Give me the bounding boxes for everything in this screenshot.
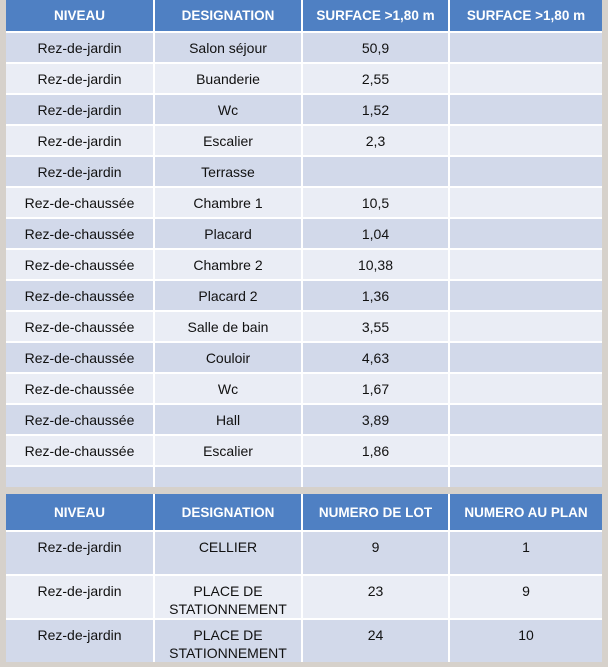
table-row xyxy=(6,619,602,662)
cell-surface: 1,36 xyxy=(302,280,449,311)
cell-niveau: Rez-de-chaussée xyxy=(6,218,154,249)
cell-surface: 3,55 xyxy=(302,311,449,342)
surfaces-table-panel xyxy=(6,0,602,476)
cell-empty xyxy=(6,466,154,487)
cell-niveau: Rez-de-jardin xyxy=(6,63,154,94)
column-header-designation: DESIGNATION xyxy=(154,0,302,32)
table-row xyxy=(6,249,602,280)
cell-surface-2 xyxy=(449,125,602,156)
table-row xyxy=(6,435,602,466)
table-row xyxy=(6,156,602,187)
cell-empty xyxy=(302,466,449,487)
cell-niveau: Rez-de-jardin xyxy=(6,125,154,156)
cell-surface-2 xyxy=(449,187,602,218)
cell-surface: 1,52 xyxy=(302,94,449,125)
cell-surface: 10,38 xyxy=(302,249,449,280)
cell-surface: 50,9 xyxy=(302,32,449,63)
cell-surface-2 xyxy=(449,94,602,125)
cell-designation: Placard xyxy=(154,218,302,249)
cell-surface-2 xyxy=(449,280,602,311)
cell-designation: Escalier xyxy=(154,125,302,156)
cell-designation: Wc xyxy=(154,94,302,125)
cell-numero-au-plan: 1 xyxy=(449,531,602,575)
cell-surface-2 xyxy=(449,63,602,94)
table-row xyxy=(6,32,602,63)
cell-surface-2 xyxy=(449,156,602,187)
cell-empty xyxy=(449,466,602,487)
cell-niveau: Rez-de-jardin xyxy=(6,32,154,63)
cell-designation: Placard 2 xyxy=(154,280,302,311)
cell-numero-au-plan: 10 xyxy=(449,619,602,662)
cell-designation: CELLIER xyxy=(154,531,302,575)
surfaces-table xyxy=(6,0,602,487)
cell-designation: Hall xyxy=(154,404,302,435)
cell-surface: 1,86 xyxy=(302,435,449,466)
cell-surface-2 xyxy=(449,435,602,466)
cell-designation: Buanderie xyxy=(154,63,302,94)
cell-surface: 2,3 xyxy=(302,125,449,156)
cell-surface: 10,5 xyxy=(302,187,449,218)
table-row xyxy=(6,280,602,311)
table-header-row xyxy=(6,0,602,32)
cell-designation: PLACE DE STATIONNEMENT xyxy=(154,619,302,662)
table-row xyxy=(6,311,602,342)
cell-surface-2 xyxy=(449,218,602,249)
cell-surface-2 xyxy=(449,249,602,280)
table-row xyxy=(6,125,602,156)
cell-numero-de-lot: 9 xyxy=(302,531,449,575)
cell-surface-2 xyxy=(449,32,602,63)
column-header-surface: SURFACE >1,80 m xyxy=(302,0,449,32)
cell-surface-2 xyxy=(449,311,602,342)
column-header-niveau: NIVEAU xyxy=(6,0,154,32)
cell-niveau: Rez-de-jardin xyxy=(6,94,154,125)
table-row xyxy=(6,342,602,373)
table-row xyxy=(6,187,602,218)
lots-table-panel xyxy=(6,494,602,662)
cell-numero-de-lot: 23 xyxy=(302,575,449,619)
cell-surface-2 xyxy=(449,373,602,404)
cell-designation: Couloir xyxy=(154,342,302,373)
cell-niveau: Rez-de-chaussée xyxy=(6,404,154,435)
cell-numero-au-plan: 9 xyxy=(449,575,602,619)
cell-designation: PLACE DE STATIONNEMENT xyxy=(154,575,302,619)
cell-niveau: Rez-de-chaussée xyxy=(6,280,154,311)
table-row xyxy=(6,63,602,94)
cell-designation: Terrasse xyxy=(154,156,302,187)
cell-designation: Salon séjour xyxy=(154,32,302,63)
cell-niveau: Rez-de-chaussée xyxy=(6,249,154,280)
cell-niveau: Rez-de-jardin xyxy=(6,156,154,187)
cell-niveau: Rez-de-jardin xyxy=(6,575,154,619)
cell-niveau: Rez-de-jardin xyxy=(6,531,154,575)
column-header-niveau: NIVEAU xyxy=(6,494,154,531)
cell-designation: Wc xyxy=(154,373,302,404)
column-header-numero-au-plan: NUMERO AU PLAN xyxy=(449,494,602,531)
column-header-designation: DESIGNATION xyxy=(154,494,302,531)
cell-surface: 1,67 xyxy=(302,373,449,404)
cell-surface: 1,04 xyxy=(302,218,449,249)
column-header-numero-de-lot: NUMERO DE LOT xyxy=(302,494,449,531)
cell-surface: 4,63 xyxy=(302,342,449,373)
cell-niveau: Rez-de-chaussée xyxy=(6,187,154,218)
table-row-empty xyxy=(6,466,602,487)
lots-table xyxy=(6,494,602,662)
cell-numero-de-lot: 24 xyxy=(302,619,449,662)
cell-designation: Salle de bain xyxy=(154,311,302,342)
cell-niveau: Rez-de-chaussée xyxy=(6,435,154,466)
cell-niveau: Rez-de-chaussée xyxy=(6,373,154,404)
cell-surface: 2,55 xyxy=(302,63,449,94)
column-header-surface-2: SURFACE >1,80 m xyxy=(449,0,602,32)
cell-surface: 3,89 xyxy=(302,404,449,435)
table-header-row xyxy=(6,494,602,531)
cell-empty xyxy=(154,466,302,487)
table-row xyxy=(6,575,602,619)
table-row xyxy=(6,94,602,125)
cell-niveau: Rez-de-jardin xyxy=(6,619,154,662)
cell-niveau: Rez-de-chaussée xyxy=(6,311,154,342)
table-row xyxy=(6,404,602,435)
cell-surface-2 xyxy=(449,342,602,373)
table-row xyxy=(6,531,602,575)
cell-designation: Chambre 1 xyxy=(154,187,302,218)
cell-surface xyxy=(302,156,449,187)
table-row xyxy=(6,373,602,404)
cell-surface-2 xyxy=(449,404,602,435)
cell-niveau: Rez-de-chaussée xyxy=(6,342,154,373)
cell-designation: Escalier xyxy=(154,435,302,466)
table-row xyxy=(6,218,602,249)
cell-designation: Chambre 2 xyxy=(154,249,302,280)
